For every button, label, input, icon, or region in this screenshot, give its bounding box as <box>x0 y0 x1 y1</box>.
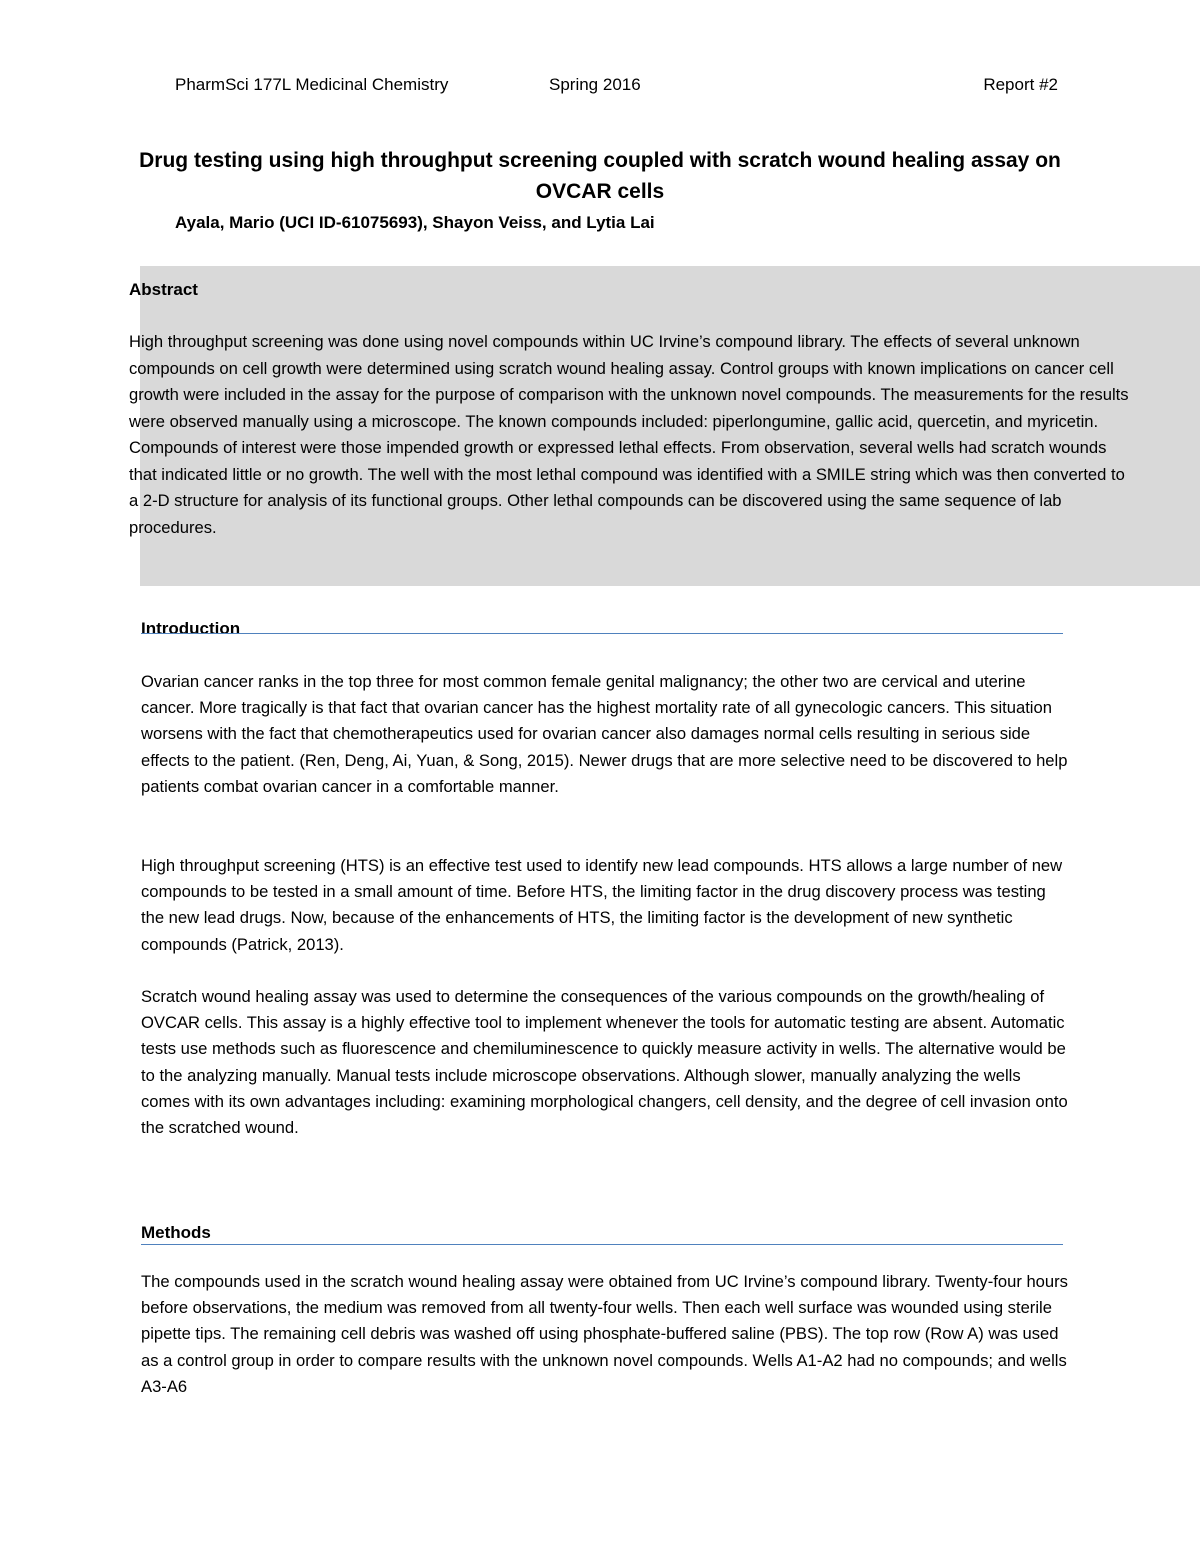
page-header-term: Spring 2016 <box>549 75 641 94</box>
abstract-heading: Abstract <box>129 280 198 299</box>
introduction-paragraph-2: High throughput screening (HTS) is an effective test used to identify new lead compounds. HTS allows a large number of new compounds to be tested in a small amount of time. Before HTS, the limiting factor in the drug discovery process was testing the new lead drugs. Now, because of the enhancements of HTS, the limiting factor is the development of new synthetic compounds (Patrick, 2013). <box>141 856 1063 954</box>
methods-paragraph-1: The compounds used in the scratch wound healing assay were obtained from UC Irvine’s compound library. Twenty-four hours before observations, the medium was removed from all twenty-four wells. Then each well surface was wounded using sterile pipette tips. The remaining cell debris was washed off using phosphate-buffered saline (PBS). The top row (Row A) was used as a control group in order to compare results with the unknown novel compounds. Wells A1-A2 had no compounds; and wells A3-A6 <box>141 1272 1068 1396</box>
methods-heading: Methods <box>141 1223 211 1242</box>
introduction-paragraph-1: Ovarian cancer ranks in the top three for most common female genital malignancy; the other two are cervical and uterine cancer. More tragically is that fact that ovarian cancer has the highest mortality rate of all gynecologic cancers. This situation worsens with the fact that chemotherapeutics used for ovarian cancer also damages normal cells resulting in serious side effects to the patient. (Ren, Deng, Ai, Yuan, & Song, 2015). Newer drugs that are more selective need to be discovered to help patients combat ovarian cancer in a comfortable manner. <box>141 672 1068 796</box>
authors-line: Ayala, Mario (UCI ID-61075693), Shayon Veiss, and Lytia Lai <box>175 213 655 232</box>
document-title: Drug testing using high throughput screening coupled with scratch wound healing assay on OVCAR cells <box>139 149 1061 203</box>
methods-heading-rule <box>141 1244 1063 1245</box>
introduction-paragraph-3: Scratch wound healing assay was used to determine the consequences of the various compounds on the growth/healing of OVCAR cells. This assay is a highly effective tool to implement whenever the tools for automatic testing are absent. Automatic tests use methods such as fluorescence and chemiluminescence to quickly measure activity in wells. The alternative would be to the analyzing manually. Manual tests include microscope observations. Although slower, manually analyzing the wells comes with its own advantages including: examining morphological changers, cell density, and the degree of cell invasion onto the scratched wound. <box>141 987 1068 1138</box>
page-header-report: Report #2 <box>983 75 1058 94</box>
introduction-heading: Introduction <box>141 619 241 638</box>
page-header-course: PharmSci 177L Medicinal Chemistry <box>175 75 449 94</box>
introduction-heading-rule <box>141 633 1063 634</box>
abstract-text: High throughput screening was done using novel compounds within UC Irvine’s compound library. The effects of several unknown compounds on cell growth were determined using scratch wound healing assay. Control groups with known implications on cancer cell growth were included in the assay for the purpose of comparison with the unknown novel compounds. The measurements for the results were observed manually using a microscope. The known compounds included: piperlongumine, gallic acid, quercetin, and myricetin. Compounds of interest were those impended growth or expressed lethal effects. From observation, several wells had scratch wounds that indicated little or no growth. The well with the most lethal compound was identified with a SMILE string which was then converted to a 2-D structure for analysis of its functional groups. Other lethal compounds can be discovered using the same sequence of lab procedures. <box>129 332 1129 537</box>
